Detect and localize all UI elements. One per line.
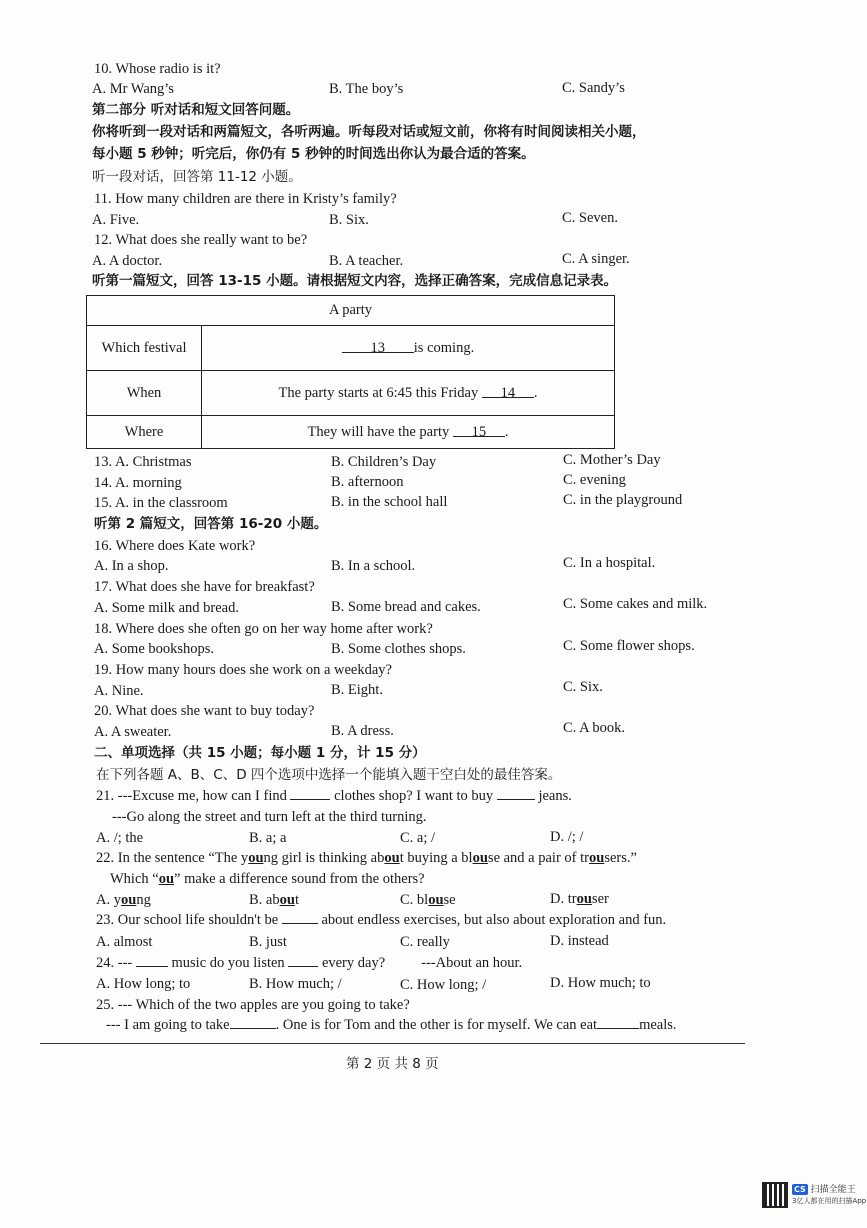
q12-option-a: A. A doctor.: [92, 253, 163, 269]
q15-option-b: B. in the school hall: [331, 494, 448, 510]
q17-option-b: B. Some bread and cakes.: [331, 599, 481, 615]
q24-option-b: B. How much; /: [249, 976, 342, 992]
q23-stem: [96, 911, 666, 929]
q17-option-a: A. Some milk and bread.: [94, 600, 239, 616]
q21-blank-1: [290, 787, 330, 800]
q16-option-b: B. In a school.: [331, 558, 416, 574]
q23-blank: [282, 911, 318, 924]
q16-stem: 16. Where does Kate work?: [94, 538, 256, 554]
q24-blank-2: [288, 954, 318, 967]
q23-option-a: A. almost: [96, 934, 153, 950]
q25-text-1: --- I am going to take: [106, 1017, 230, 1033]
q21-text-1: 21. ---Excuse me, how can I find: [96, 788, 291, 804]
q19-option-c: C. Six.: [563, 679, 603, 695]
scanner-badge: [792, 1184, 866, 1207]
q21-stem: [96, 787, 572, 805]
q22-option-d: [550, 890, 609, 908]
q18-option-b: B. Some clothes shops.: [331, 641, 466, 657]
q21-option-b: B. a; a: [249, 830, 287, 846]
section2-instruction: 在下列各题 A、B、C、D 四个选项中选择一个能填入题干空白处的最佳答案。: [96, 767, 562, 783]
q17-option-c: C. Some cakes and milk.: [563, 596, 708, 612]
q24-text-1: 24. ---: [96, 955, 136, 971]
q14-option-b: B. afternoon: [331, 474, 404, 490]
q23-text-1: 23. Our school life shouldn't be: [96, 912, 282, 928]
q22-d-text-1: D. tr: [550, 891, 577, 907]
q17-stem: 17. What does she have for breakfast?: [94, 579, 315, 595]
q18-option-c: C. Some flower shops.: [563, 638, 695, 654]
q24-text-2: music do you listen: [167, 955, 289, 971]
q23-option-c: C. really: [400, 934, 450, 950]
q11-option-b: B. Six.: [329, 212, 369, 228]
q21-option-d: D. /; /: [550, 829, 584, 845]
dialog-instruction: 听一段对话，回答第 11-12 小题。: [92, 169, 302, 185]
q24-text-3: every day?: [318, 955, 386, 971]
q22-a-text-2: ng: [136, 892, 151, 908]
q22-q-ou: ou: [158, 871, 175, 887]
q24-blank-1: [136, 954, 168, 967]
info-record-table: [86, 295, 615, 449]
q25-stem: 25. --- Which of the two apples are you going to take?: [96, 997, 410, 1013]
q22-option-a: [96, 891, 151, 909]
q22-text-1: 22. In the sentence “The y: [96, 850, 249, 866]
q22-text-3: t buying a bl: [399, 850, 473, 866]
q19-option-b: B. Eight.: [331, 682, 383, 698]
q23-text-2: about endless exercises, but also about exploration and fun.: [317, 912, 667, 928]
q15-option-c: C. in the playground: [563, 492, 683, 508]
qr-code-icon: [762, 1182, 788, 1208]
q22-text-4: se and a pair of tr: [487, 850, 589, 866]
q11-option-a: A. Five.: [92, 212, 140, 228]
q22-ou-3: ou: [472, 850, 488, 866]
q22-ou-1: ou: [248, 850, 264, 866]
table-label-where: Where: [87, 416, 202, 449]
q13-option-c: C. Mother’s Day: [563, 452, 661, 468]
scanner-logo: CS: [794, 1185, 806, 1194]
q22-option-b: [249, 891, 299, 909]
q20-option-c: C. A book.: [563, 720, 626, 736]
q21-option-a: A. /; the: [96, 830, 144, 846]
q22-c-text-1: C. bl: [400, 892, 429, 908]
q23-option-d: D. instead: [550, 933, 609, 949]
q12-stem: 12. What does she really want to be?: [94, 232, 308, 248]
q19-stem: 19. How many hours does she work on a weekday?: [94, 662, 392, 678]
q20-option-a: A. A sweater.: [94, 724, 172, 740]
footer-divider: [40, 1043, 745, 1044]
q22-q-text-2: ” make a difference sound from the others?: [174, 871, 425, 887]
part2-title: 第二部分 听对话和短文回答问题。: [92, 102, 300, 118]
q10-stem: 10. Whose radio is it?: [94, 61, 221, 77]
q10-option-b: B. The boy’s: [329, 81, 404, 97]
q23-option-b: B. just: [249, 934, 287, 950]
passage2-instruction: 听第 2 篇短文，回答第 16-20 小题。: [94, 516, 328, 532]
q20-stem: 20. What does she want to buy today?: [94, 703, 315, 719]
part2-instruction-1: 你将听到一段对话和两篇短文，各听两遍。听每段对话或短文前，你将有时间阅读相关小题，: [92, 124, 646, 140]
q21-option-c: C. a; /: [400, 830, 436, 846]
q22-ou-2: ou: [384, 850, 400, 866]
q22-a-text-1: A. y: [96, 892, 121, 908]
blank-15: 15: [453, 424, 505, 437]
q25-blank-1: [230, 1016, 276, 1029]
q22-question: [110, 870, 425, 888]
q22-a-ou: ou: [120, 892, 137, 908]
table-period-when: .: [533, 384, 538, 401]
q21-text-3: jeans.: [534, 788, 572, 804]
q25-text-2: . One is for Tom and the other is for myself. We can eat: [275, 1017, 598, 1033]
q24-option-c: C. How long; /: [400, 977, 487, 993]
q10-option-c: C. Sandy’s: [562, 80, 625, 96]
q15-option-a: 15. A. in the classroom: [94, 495, 228, 511]
table-text-festival: is coming.: [413, 339, 475, 356]
q21-blank-2: [497, 787, 535, 800]
q25-text-3: meals.: [639, 1017, 677, 1033]
q22-stem: [96, 849, 637, 867]
passage1-instruction: 听第一篇短文，回答 13-15 小题。请根据短文内容，选择正确答案，完成信息记录表。: [92, 273, 618, 289]
q13-option-a: 13. A. Christmas: [94, 454, 192, 470]
table-label-festival: Which festival: [87, 326, 202, 371]
q16-option-a: A. In a shop.: [94, 558, 169, 574]
q10-option-a: A. Mr Wang’s: [92, 81, 174, 97]
q24-option-a: A. How long; to: [96, 976, 191, 992]
q20-option-b: B. A dress.: [331, 723, 394, 739]
q24-stem: [96, 954, 522, 972]
q22-c-text-2: se: [443, 892, 456, 908]
q22-q-text-1: Which “: [110, 871, 159, 887]
q22-d-ou: ou: [576, 891, 592, 907]
part2-instruction-2: 每小题 5 秒钟；听完后，你仍有 5 秒钟的时间选出你认为最合适的答案。: [92, 146, 535, 162]
q12-option-b: B. A teacher.: [329, 253, 404, 269]
q11-option-c: C. Seven.: [562, 210, 618, 226]
table-text-where: They will have the party: [307, 423, 453, 440]
table-period-where: .: [504, 423, 509, 440]
q22-d-text-2: ser: [591, 891, 609, 907]
q13-option-b: B. Children’s Day: [331, 454, 437, 470]
q22-option-c: [400, 891, 456, 909]
q24-text-4: ---About an hour.: [421, 955, 523, 971]
q22-text-2: ng girl is thinking ab: [263, 850, 385, 866]
q14-option-c: C. evening: [563, 472, 626, 488]
page-footer: 第 2 页 共 8 页: [346, 1056, 439, 1072]
blank-14: 14: [482, 385, 534, 398]
q19-option-a: A. Nine.: [94, 683, 144, 699]
section2-title: 二、单项选择（共 15 小题；每小题 1 分，计 15 分）: [94, 745, 426, 761]
scanner-name: 扫描全能王: [810, 1185, 856, 1195]
q25-reply: [106, 1016, 677, 1034]
q22-ou-4: ou: [588, 850, 605, 866]
q21-text-2: clothes shop? I want to buy: [330, 788, 497, 804]
table-text-when: The party starts at 6:45 this Friday: [278, 384, 482, 401]
q14-option-a: 14. A. morning: [94, 475, 182, 491]
q22-b-ou: ou: [279, 892, 295, 908]
q25-blank-2: [597, 1016, 639, 1029]
q16-option-c: C. In a hospital.: [563, 555, 656, 571]
q22-c-ou: ou: [428, 892, 444, 908]
table-label-when: When: [87, 371, 202, 416]
q18-stem: 18. Where does she often go on her way home after work?: [94, 621, 433, 637]
q22-b-text-1: B. ab: [249, 892, 280, 908]
q22-text-5: sers.”: [604, 850, 637, 866]
table-cell-festival: [202, 326, 615, 371]
q24-option-d: D. How much; to: [550, 975, 651, 991]
blank-13: 13: [342, 340, 414, 353]
table-cell-where: [202, 416, 615, 449]
q12-option-c: C. A singer.: [562, 251, 630, 267]
q22-b-text-2: t: [294, 892, 299, 908]
q11-stem: 11. How many children are there in Kristy’s family?: [94, 191, 397, 207]
scanner-slogan: 3亿人都在用的扫描App: [792, 1197, 867, 1205]
q18-option-a: A. Some bookshops.: [94, 641, 215, 657]
table-title: A party: [87, 296, 615, 326]
table-cell-when: [202, 371, 615, 416]
q21-reply: ---Go along the street and turn left at the third turning.: [112, 809, 427, 825]
